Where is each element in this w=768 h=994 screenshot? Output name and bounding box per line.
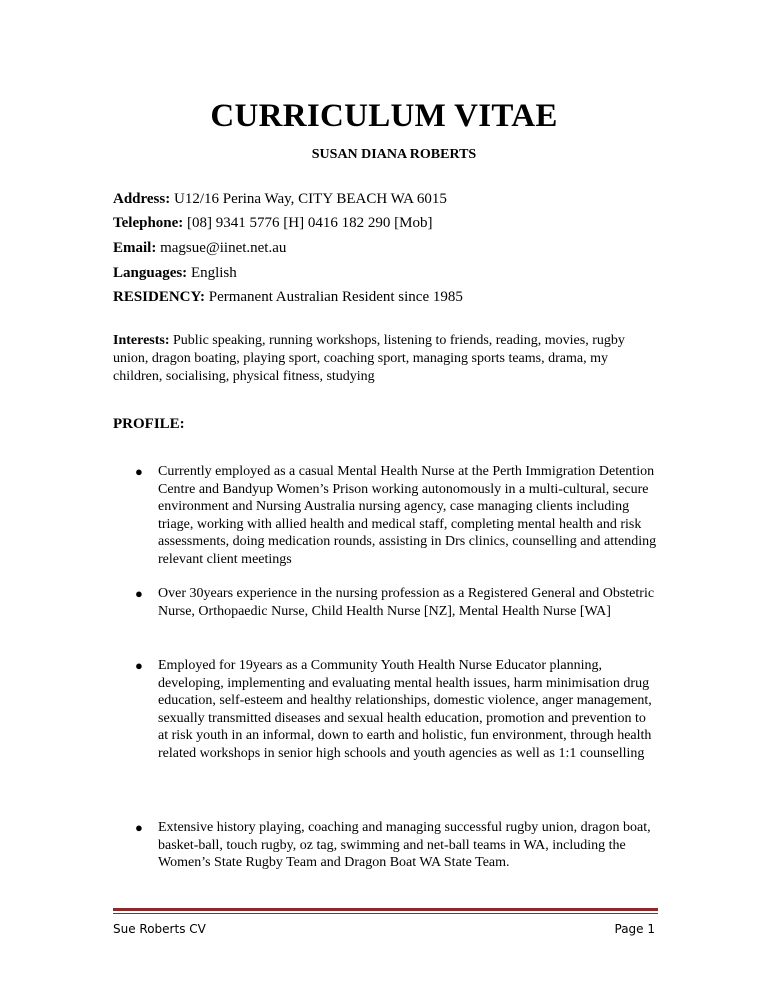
bullet-text: Employed for 19years as a Community Youth Health Nurse Educator planning, developing, implementing and evaluating mental health issues, harm minimisation drug education, self-esteem and healthy relationships, domestic violence, anger management, sexually transmitted diseases and sexual health education, promotion and prevention to at risk youth in an informal, down to earth and holistic, fun environment, through health related workshops in senior high schools and youth agencies as well as 1:1 counselling (158, 658, 652, 761)
residency-label: RESIDENCY: (113, 289, 205, 305)
address-line (113, 190, 673, 208)
footer-divider (113, 908, 658, 911)
residency-line (113, 288, 673, 306)
interests-label: Interests: (113, 333, 170, 348)
bullet-text: Over 30years experience in the nursing profession as a Registered General and Obstetric Nurse, Orthopaedic Nurse, Child Health Nurse [NZ], Mental Health Nurse [WA] (158, 586, 655, 619)
telephone-line (113, 214, 673, 232)
footer-divider-thin (113, 913, 658, 914)
document-title: CURRICULUM VITAE (210, 98, 558, 134)
email-value: magsue@iinet.net.au (160, 240, 287, 256)
languages-line (113, 264, 673, 282)
email-line (113, 239, 673, 257)
bullet-text: Extensive history playing, coaching and managing successful rugby union, dragon boat, basket-ball, touch rugby, oz tag, swimming and net-ball teams in WA, including the Women’s State Rugby Team and Dragon Boat WA State Team. (158, 820, 651, 871)
footer-document-name: Sue Roberts CV (113, 922, 206, 936)
telephone-label: Telephone: (113, 215, 184, 231)
languages-value: English (190, 265, 237, 281)
telephone-value: [08] 9341 5776 [H] 0416 182 290 [Mob] (187, 215, 433, 231)
address-label: Address: (113, 191, 171, 207)
languages-label: Languages: (113, 265, 188, 281)
email-label: Email: (113, 240, 157, 256)
bullet-icon: ● (135, 464, 143, 479)
bullet-icon: ● (135, 820, 143, 835)
profile-heading: PROFILE: (113, 416, 185, 432)
bullet-icon: ● (135, 586, 143, 601)
interests-paragraph (113, 332, 658, 386)
footer-page-number: Page 1 (614, 922, 655, 936)
residency-value: Permanent Australian Resident since 1985 (208, 289, 463, 305)
candidate-name: SUSAN DIANA ROBERTS (311, 147, 477, 162)
bullet-icon: ● (135, 658, 143, 673)
bullet-text: Currently employed as a casual Mental Health Nurse at the Perth Immigration Detention Centre and Bandyup Women’s Prison working autonomously in a multi-cultural, secure environment and Nursing Australia nursing agency, case managing clients including triage, working with allied health and medical staff, completing mental health and risk assessments, doing medication rounds, assisting in Drs clinics, counselling and attending relevant client meetings (158, 464, 657, 567)
address-value: U12/16 Perina Way, CITY BEACH WA 6015 (173, 191, 447, 207)
interests-text: Public speaking, running workshops, listening to friends, reading, movies, rugby union, dragon boating, playing sport, coaching sport, managing sports teams, drama, my children, socialising, physical fitness, studying (113, 333, 625, 384)
